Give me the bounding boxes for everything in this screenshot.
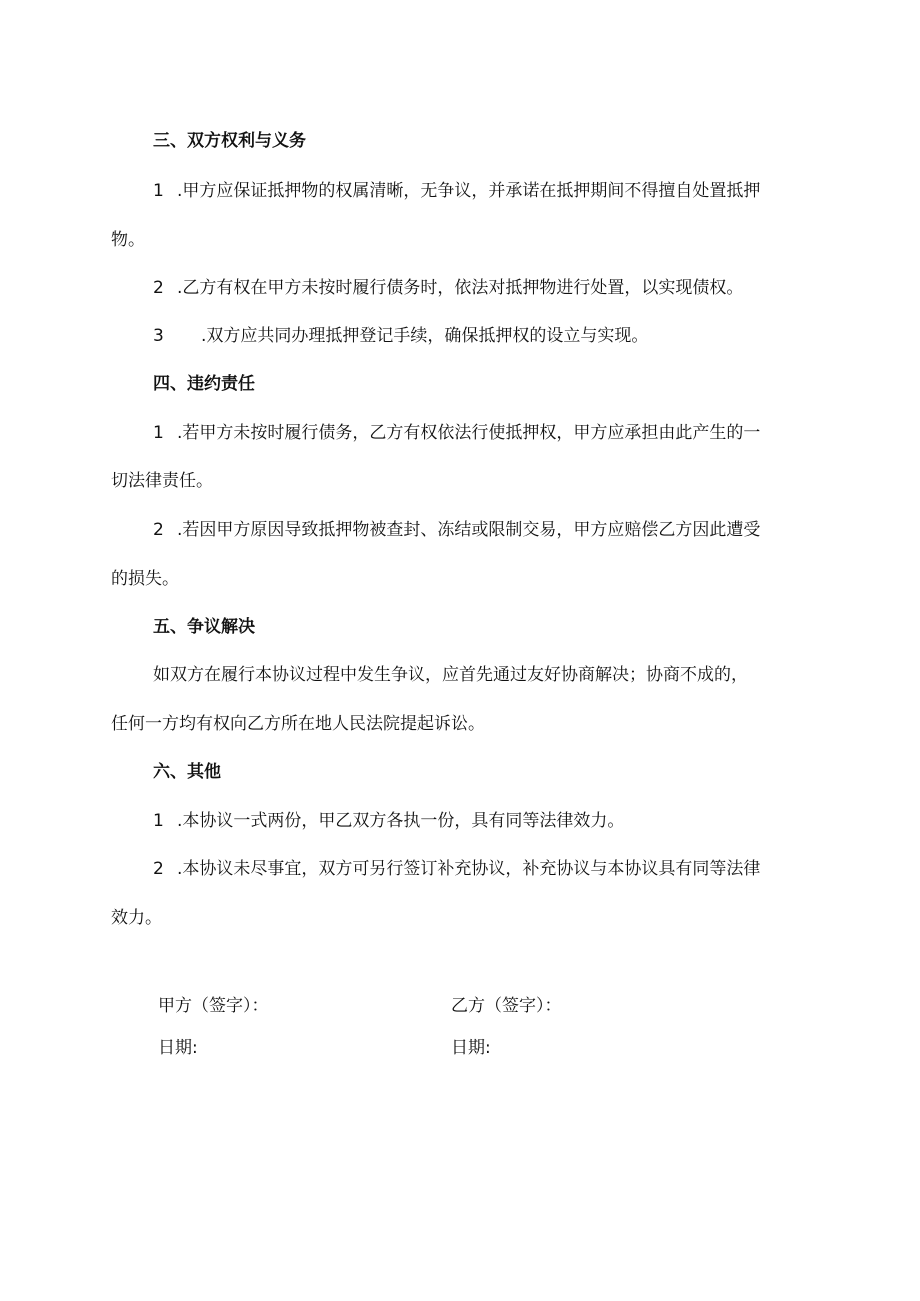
clause-6-2-line-2: 效力。: [111, 908, 162, 928]
clause-4-1-line-1: [153, 421, 760, 445]
clause-4-1-line-2: 切法律责任。: [111, 471, 213, 491]
clause-number: 1: [153, 811, 164, 831]
party-b-signature-label: 乙方（签字）：: [451, 996, 562, 1016]
dispute-text-line-2: 任何一方均有权向乙方所在地人民法院提起诉讼。: [111, 714, 485, 734]
party-a-signature-label: 甲方（签字）：: [158, 996, 269, 1016]
clause-number: 2: [153, 859, 164, 879]
clause-4-2-line-2: 的损失。: [111, 569, 179, 589]
party-a-date-label: 日期:: [158, 1038, 198, 1058]
party-b-date-label: 日期:: [451, 1038, 491, 1058]
clause-3-3: [153, 324, 648, 348]
clause-text: .甲方应保证抵押物的权属清晰，无争议，并承诺在抵押期间不得擅自处置抵押: [177, 181, 761, 201]
clause-text: .本协议一式两份，甲乙双方各执一份，具有同等法律效力。: [177, 811, 625, 831]
clause-6-1: [153, 809, 624, 833]
clause-number: 2: [153, 278, 164, 298]
clause-3-1-line-1: [153, 179, 760, 203]
section-heading-other: 六、其他: [153, 762, 221, 782]
clause-number: 2: [153, 520, 164, 540]
clause-text: .双方应共同办理抵押登记手续，确保抵押权的设立与实现。: [201, 326, 649, 346]
clause-6-2-line-1: [153, 857, 760, 881]
section-heading-breach-liability: 四、违约责任: [153, 374, 255, 394]
clause-number: 3: [153, 326, 164, 346]
section-heading-dispute-resolution: 五、争议解决: [153, 617, 255, 637]
clause-3-2: [153, 276, 743, 300]
clause-text: .本协议未尽事宜，双方可另行签订补充协议，补充协议与本协议具有同等法律: [177, 859, 761, 879]
clause-number: 1: [153, 181, 164, 201]
clause-text: .若甲方未按时履行债务，乙方有权依法行使抵押权，甲方应承担由此产生的一: [177, 423, 761, 443]
dispute-text-line-1: 如双方在履行本协议过程中发生争议，应首先通过友好协商解决；协商不成的，: [153, 665, 748, 685]
clause-3-1-line-2: 物。: [111, 230, 145, 250]
clause-4-2-line-1: [153, 518, 760, 542]
clause-number: 1: [153, 423, 164, 443]
section-heading-rights-obligations: 三、双方权利与义务: [153, 131, 306, 151]
clause-text: .乙方有权在甲方未按时履行债务时，依法对抵押物进行处置，以实现债权。: [177, 278, 744, 298]
clause-text: .若因甲方原因导致抵押物被查封、冻结或限制交易，甲方应赔偿乙方因此遭受: [177, 520, 761, 540]
